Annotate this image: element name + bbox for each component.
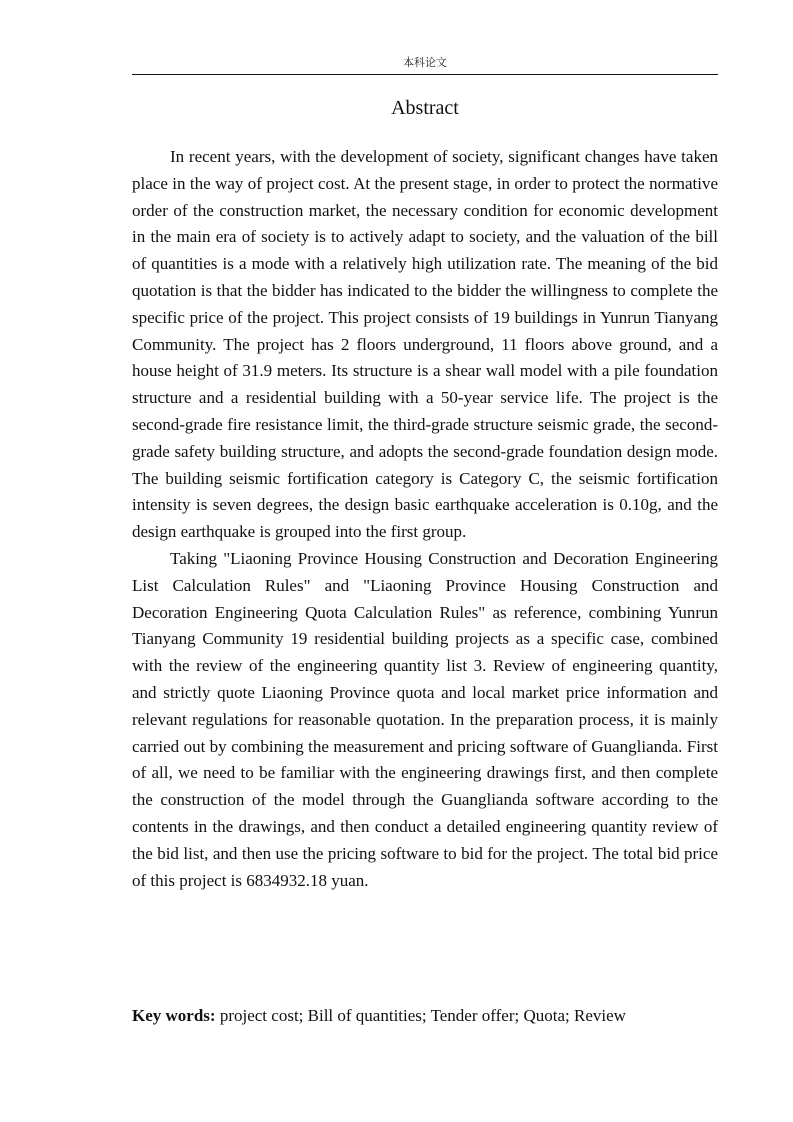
abstract-title: Abstract [391,97,459,119]
keywords-label: Key words: [132,1006,216,1025]
header-rule [132,74,718,75]
keywords-line [132,1003,718,1029]
running-header: 本科论文 [403,56,447,69]
keywords-text: project cost; Bill of quantities; Tender offer; Quota; Review [215,1006,626,1025]
abstract-body [132,144,718,894]
abstract-paragraph-2: Taking "Liaoning Province Housing Construction and Decoration Engineering List Calculation Rules" and "Liaoning Province Housing Construction and Decoration Engineering Quota Calculation Rules" as reference, combining Yunrun Tianyang Community 19 residential building projects as a specific case, combined with the review of the engineering quantity list 3. Review of engineering quantity, and strictly quote Liaoning Province quota and local market price information and relevant regulations for reasonable quotation. In the preparation process, it is mainly carried out by combining the measurement and pricing software of Guanglianda. First of all, we need to be familiar with the engineering drawings first, and then complete the construction of the model through the Guanglianda software according to the contents in the drawings, and then conduct a detailed engineering quantity review of the bid list, and then use the pricing software to bid for the project. The total bid price of this project is 6834932.18 yuan. [132,548,718,890]
abstract-paragraph-1: In recent years, with the development of society, significant changes have taken place in the way of project cost. At the present stage, in order to protect the normative order of the construction market, the necessary condition for economic development in the main era of society is to actively adapt to society, and the valuation of the bill of quantities is a mode with a relatively high utilization rate. The meaning of the bid quotation is that the bidder has indicated to the bidder the willingness to complete the specific price of the project. This project consists of 19 buildings in Yunrun Tianyang Community. The project has 2 floors underground, 11 floors above ground, and a house height of 31.9 meters. Its structure is a shear wall model with a pile foundation structure and a residential building with a 50-year service life. The project is the second-grade fire resistance limit, the third-grade structure seismic grade, the second-grade safety building structure, and adopts the second-grade foundation design mode. The building seismic fortification category is Category C, the seismic fortification intensity is seven degrees, the design basic earthquake acceleration is 0.10g, and the design earthquake is grouped into the first group. [132,147,718,542]
